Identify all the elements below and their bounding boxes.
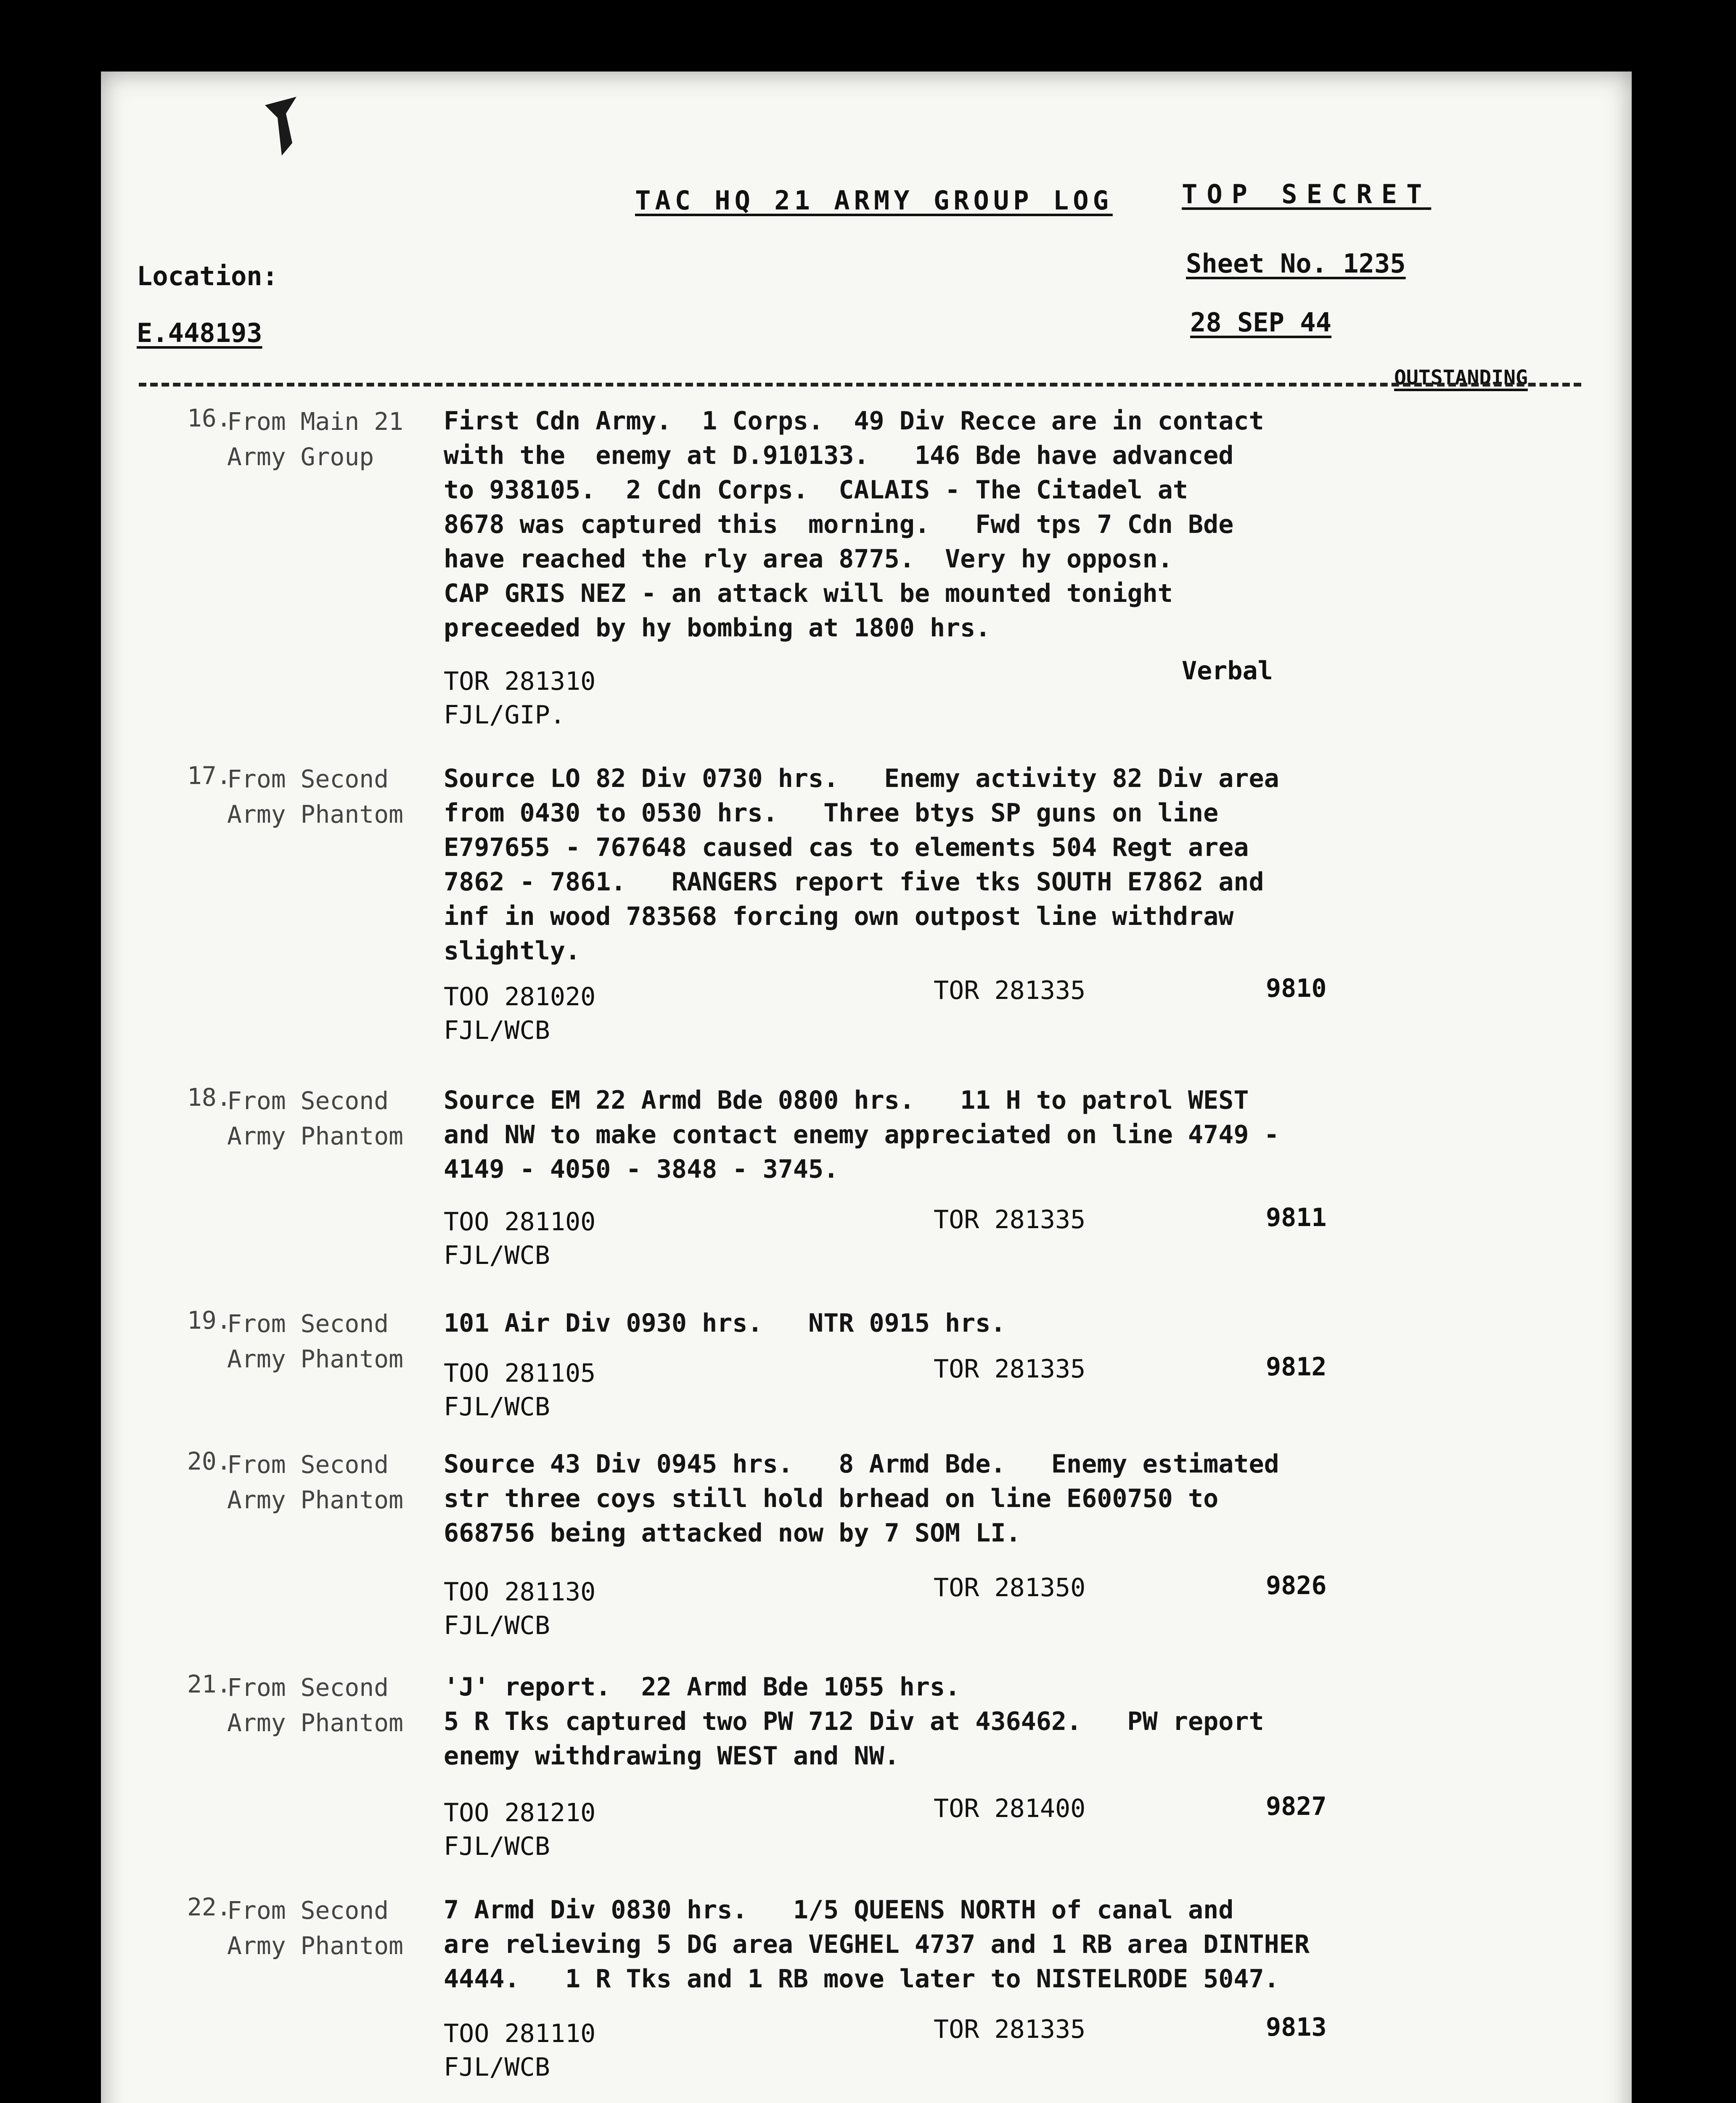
punch-mark	[257, 93, 307, 160]
log-entry	[101, 1670, 1632, 1861]
entry-reference: 9827	[1266, 1792, 1327, 1821]
entry-from: From Second Army Phantom	[227, 765, 404, 829]
entry-time-receipt: TOR 281335	[934, 976, 1086, 1005]
entry-message: Source EM 22 Armd Bde 0800 hrs. 11 H to patrol WEST and NW to make contact enemy appreciated on line 4749 - 4149 - 4050 - 3848 - 3745.	[444, 1086, 1279, 1184]
entry-from: From Second Army Phantom	[227, 1450, 404, 1514]
entry-time-origin: TOO 281105 FJL/WCB	[444, 1359, 596, 1422]
log-date: 28 SEP 44	[1190, 307, 1331, 338]
entry-number: 18.	[187, 1083, 231, 1112]
entry-time-receipt: TOR 281335	[934, 2015, 1086, 2044]
entry-time-origin: TOO 281110 FJL/WCB	[444, 2019, 596, 2082]
document-page	[101, 72, 1632, 2103]
entry-time-origin: TOR 281310 FJL/GIP.	[444, 667, 596, 730]
entry-reference: 9826	[1266, 1571, 1327, 1600]
entry-reference: 9810	[1266, 974, 1327, 1003]
location-value: E.448193	[137, 318, 262, 348]
entry-time-receipt: TOR 281335	[934, 1205, 1086, 1234]
entry-from: From Main 21 Army Group	[227, 407, 404, 471]
outstanding-heading: OUTSTANDING	[1394, 366, 1528, 389]
entry-time-origin: TOO 281100 FJL/WCB	[444, 1207, 596, 1270]
entry-number: 20.	[187, 1447, 231, 1475]
sheet-number: Sheet No. 1235	[1186, 248, 1406, 279]
entry-number: 16.	[187, 404, 231, 432]
log-entry	[101, 1447, 1632, 1640]
entry-time-receipt: TOR 281335	[934, 1354, 1086, 1384]
entry-message: Source 43 Div 0945 hrs. 8 Armd Bde. Enemy estimated str three coys still hold brhead on line E600750 to 668756 being attacked now by 7 SOM LI.	[444, 1449, 1279, 1548]
entry-message: 'J' report. 22 Armd Bde 1055 hrs. 5 R Tks captured two PW 712 Div at 436462. PW report enemy withdrawing WEST and NW.	[444, 1672, 1264, 1771]
entry-time-origin: TOO 281130 FJL/WCB	[444, 1577, 596, 1640]
location-label: Location:	[137, 261, 278, 291]
entry-time-receipt: TOR 281400	[934, 1794, 1086, 1823]
log-entry	[101, 761, 1632, 1045]
entry-message: 101 Air Div 0930 hrs. NTR 0915 hrs.	[444, 1308, 1006, 1338]
log-entry	[101, 1083, 1632, 1270]
log-title: TAC HQ 21 ARMY GROUP LOG	[635, 185, 1113, 216]
entry-time-origin: TOO 281210 FJL/WCB	[444, 1798, 596, 1861]
entry-from: From Second Army Phantom	[227, 1673, 404, 1737]
entry-number: 22.	[187, 1893, 231, 1921]
entry-from: From Second Army Phantom	[227, 1896, 404, 1960]
entry-reference: 9812	[1266, 1352, 1327, 1382]
log-entry	[101, 1893, 1632, 2082]
entry-message: First Cdn Army. 1 Corps. 49 Div Recce are in contact with the enemy at D.910133. 146 Bde have advanced to 938105. 2 Cdn Corps. CALAIS - The Citadel at 8678 was captured this morning. Fwd tps 7 Cdn Bde have reached the rly area 8775. Very hy opposn. CAP GRIS NEZ - an attack will be mounted tonight preceeded by hy bombing at 1800 hrs.	[444, 406, 1264, 643]
classification-marking: TOP SECRET	[1182, 179, 1432, 209]
entry-number: 21.	[187, 1670, 231, 1698]
entry-time-origin: TOO 281020 FJL/WCB	[444, 982, 596, 1045]
log-entry	[101, 1306, 1632, 1422]
entry-message: Source LO 82 Div 0730 hrs. Enemy activity 82 Div area from 0430 to 0530 hrs. Three btys SP guns on line E797655 - 767648 caused cas to elements 504 Regt area 7862 - 7861. RANGERS report five tks SOUTH E7862 and inf in wood 783568 forcing own outpost line withdraw slightly.	[444, 764, 1279, 966]
entry-verbal: Verbal	[1182, 656, 1273, 686]
entry-reference: 9811	[1266, 1203, 1327, 1232]
log-entry	[101, 404, 1632, 730]
entry-time-receipt: TOR 281350	[934, 1573, 1086, 1602]
entry-number: 19.	[187, 1306, 231, 1335]
header-rule	[139, 383, 1581, 387]
entry-from: From Second Army Phantom	[227, 1309, 404, 1373]
entry-number: 17.	[187, 761, 231, 790]
entry-from: From Second Army Phantom	[227, 1086, 404, 1150]
entry-message: 7 Armd Div 0830 hrs. 1/5 QUEENS NORTH of canal and are relieving 5 DG area VEGHEL 4737 and 1 RB area DINTHER 4444. 1 R Tks and 1 RB move later to NISTELRODE 5047.	[444, 1895, 1310, 1994]
entry-reference: 9813	[1266, 2013, 1327, 2042]
